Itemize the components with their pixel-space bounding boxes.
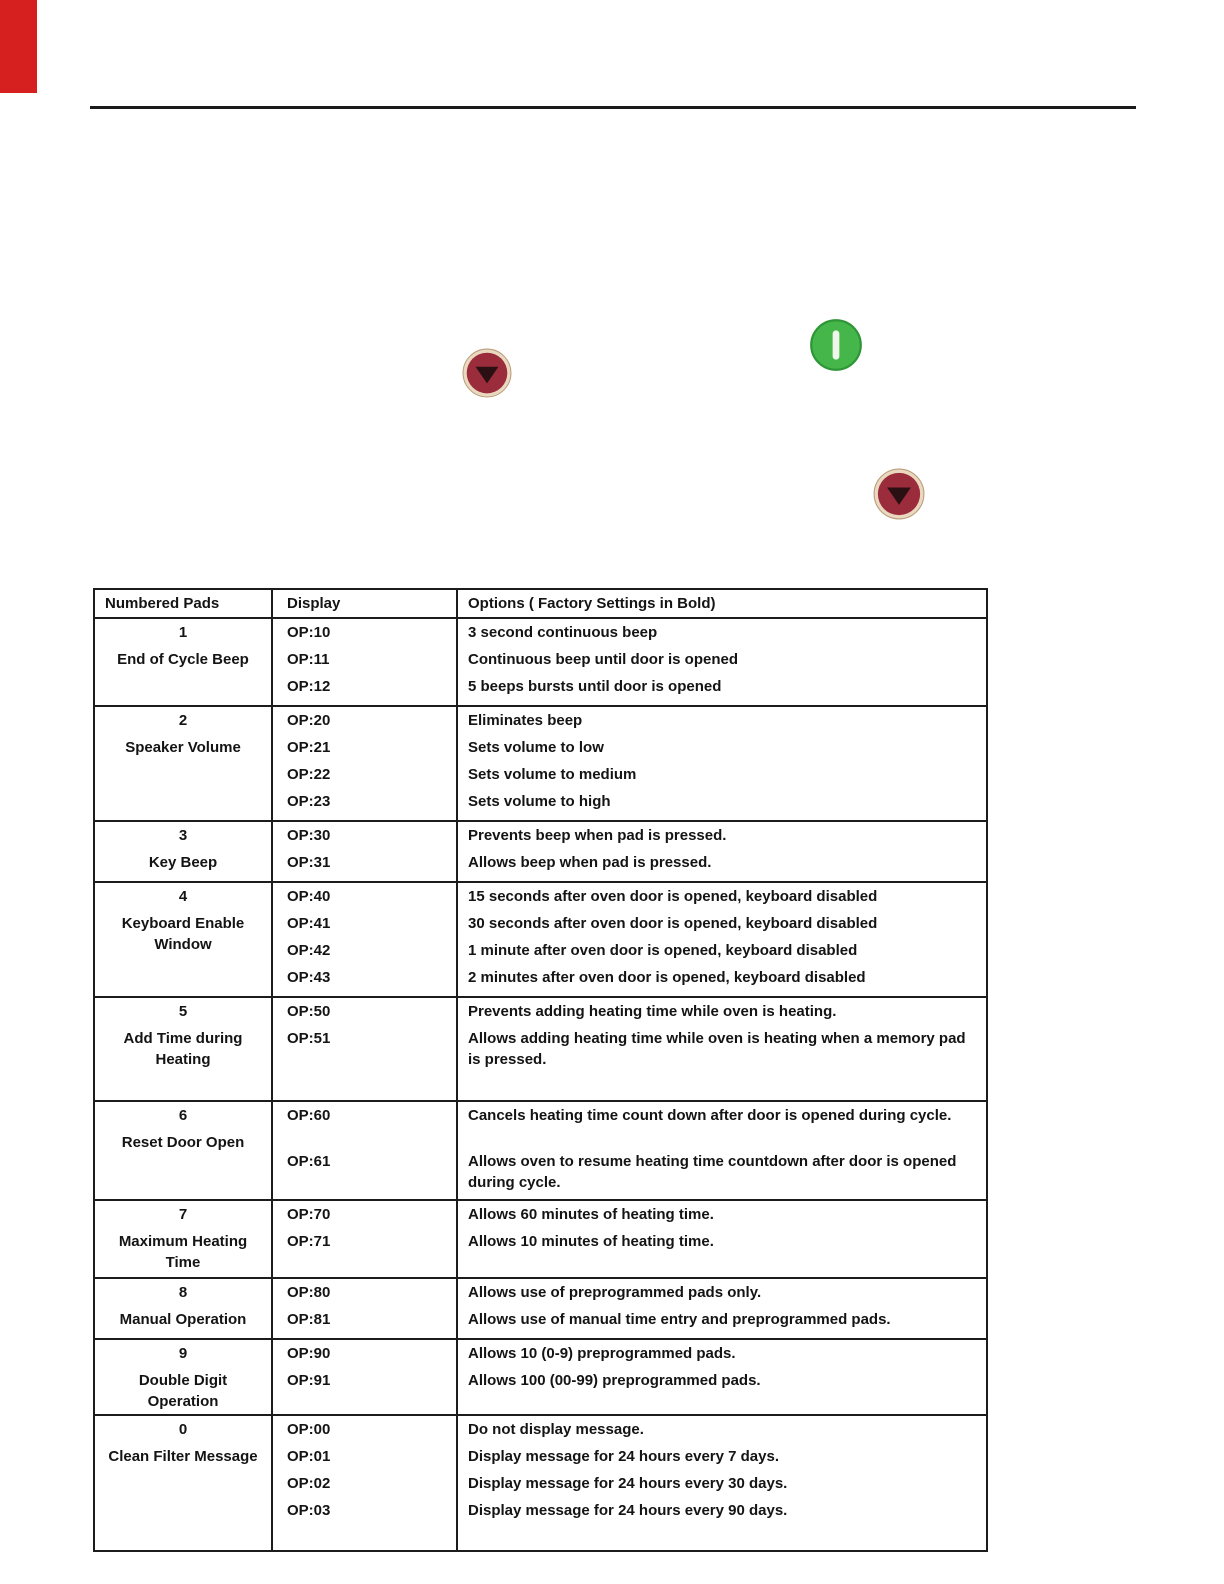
red-corner-mark bbox=[0, 0, 37, 93]
op-code: OP:31 bbox=[287, 854, 331, 871]
op-code: OP:11 bbox=[287, 651, 330, 668]
pad-cell bbox=[95, 883, 273, 996]
op-description: Allows use of manual time entry and preprogrammed pads. bbox=[468, 1311, 891, 1328]
op-code: OP:00 bbox=[287, 1421, 331, 1438]
op-code: OP:42 bbox=[287, 942, 331, 959]
pad-cell bbox=[95, 1416, 273, 1550]
op-code: OP:40 bbox=[287, 888, 331, 905]
down-arrow-icon bbox=[462, 348, 512, 398]
pad-name: Maximum Heating Time bbox=[118, 1233, 248, 1271]
op-description: Display message for 24 hours every 7 days. bbox=[468, 1448, 779, 1465]
display-codes bbox=[273, 619, 458, 705]
pad-name: Add Time during Heating bbox=[123, 1030, 243, 1068]
pad-number: 5 bbox=[178, 1003, 188, 1020]
option-descriptions bbox=[458, 619, 986, 705]
op-description: 1 minute after oven door is opened, keyboard disabled bbox=[468, 942, 858, 959]
pad-cell bbox=[95, 619, 273, 705]
pad-cell bbox=[95, 1279, 273, 1338]
op-description: 5 beeps bursts until door is opened bbox=[468, 678, 722, 695]
op-description: Allows 60 minutes of heating time. bbox=[468, 1206, 714, 1223]
pad-name: Speaker Volume bbox=[125, 739, 241, 756]
op-description: 2 minutes after oven door is opened, keyboard disabled bbox=[468, 969, 866, 986]
op-description: Sets volume to medium bbox=[468, 766, 637, 783]
op-code: OP:12 bbox=[287, 678, 331, 695]
op-code: OP:23 bbox=[287, 793, 331, 810]
pad-number: 7 bbox=[178, 1206, 188, 1223]
op-code: OP:90 bbox=[287, 1345, 331, 1362]
display-codes bbox=[273, 883, 458, 996]
display-codes bbox=[273, 1279, 458, 1338]
pad-number: 9 bbox=[178, 1345, 188, 1362]
pad-name: Reset Door Open bbox=[121, 1134, 245, 1151]
pad-number: 3 bbox=[178, 827, 188, 844]
op-description: 15 seconds after oven door is opened, keyboard disabled bbox=[468, 888, 878, 905]
table-row bbox=[95, 1199, 986, 1277]
option-descriptions bbox=[458, 883, 986, 996]
op-code: OP:61 bbox=[287, 1153, 331, 1170]
pad-name: End of Cycle Beep bbox=[117, 651, 249, 668]
options-table bbox=[93, 588, 988, 1552]
pad-cell bbox=[95, 1201, 273, 1277]
display-codes bbox=[273, 998, 458, 1100]
pad-cell bbox=[95, 998, 273, 1100]
op-code: OP:43 bbox=[287, 969, 331, 986]
pad-number: 1 bbox=[178, 624, 188, 641]
op-code: OP:60 bbox=[287, 1107, 331, 1124]
table-row bbox=[95, 1414, 986, 1550]
op-description: Allows use of preprogrammed pads only. bbox=[468, 1284, 762, 1301]
op-description: Allows adding heating time while oven is heating when a memory pad is pressed. bbox=[468, 1030, 966, 1068]
op-description: Allows 100 (00-99) preprogrammed pads. bbox=[468, 1372, 761, 1389]
op-description: Display message for 24 hours every 30 days. bbox=[468, 1475, 788, 1492]
pad-name: Double Digit Operation bbox=[138, 1372, 228, 1410]
op-description: Sets volume to low bbox=[468, 739, 604, 756]
header-display: Display bbox=[273, 590, 458, 617]
op-description: Sets volume to high bbox=[468, 793, 611, 810]
option-descriptions bbox=[458, 1102, 986, 1199]
op-code: OP:22 bbox=[287, 766, 331, 783]
option-descriptions bbox=[458, 707, 986, 820]
pad-name: Clean Filter Message bbox=[108, 1448, 258, 1465]
table-row bbox=[95, 996, 986, 1100]
option-descriptions bbox=[458, 1279, 986, 1338]
op-code: OP:71 bbox=[287, 1233, 331, 1250]
display-codes bbox=[273, 1340, 458, 1414]
op-code: OP:21 bbox=[287, 739, 331, 756]
op-code: OP:02 bbox=[287, 1475, 331, 1492]
header-options: Options ( Factory Settings in Bold) bbox=[468, 595, 716, 612]
op-code: OP:50 bbox=[287, 1003, 331, 1020]
op-description: Allows 10 minutes of heating time. bbox=[468, 1233, 714, 1250]
op-description: Allows 10 (0-9) preprogrammed pads. bbox=[468, 1345, 736, 1362]
pad-name: Key Beep bbox=[148, 854, 218, 871]
op-code: OP:70 bbox=[287, 1206, 331, 1223]
op-description: Do not display message. bbox=[468, 1421, 644, 1438]
op-code: OP:03 bbox=[287, 1502, 331, 1519]
table-row bbox=[95, 617, 986, 705]
op-description: Display message for 24 hours every 90 days. bbox=[468, 1502, 788, 1519]
op-description: Prevents beep when pad is pressed. bbox=[468, 827, 727, 844]
op-code: OP:10 bbox=[287, 624, 331, 641]
op-description: 3 second continuous beep bbox=[468, 624, 658, 641]
horizontal-rule bbox=[90, 106, 1136, 109]
op-code: OP:91 bbox=[287, 1372, 331, 1389]
option-descriptions bbox=[458, 1340, 986, 1414]
header-numbered-pads: Numbered Pads bbox=[95, 590, 273, 617]
down-arrow-icon bbox=[873, 468, 925, 520]
option-descriptions bbox=[458, 1416, 986, 1550]
op-description: Allows oven to resume heating time countdown after door is opened during cycle. bbox=[468, 1153, 957, 1191]
table-header-row bbox=[95, 590, 986, 617]
pad-number: 2 bbox=[178, 712, 188, 729]
display-codes bbox=[273, 1201, 458, 1277]
option-descriptions bbox=[458, 822, 986, 881]
table-row bbox=[95, 1277, 986, 1338]
pad-cell bbox=[95, 822, 273, 881]
table-row bbox=[95, 881, 986, 996]
pad-number: 8 bbox=[178, 1284, 188, 1301]
op-code: OP:01 bbox=[287, 1448, 331, 1465]
power-start-icon bbox=[809, 318, 863, 372]
display-codes bbox=[273, 822, 458, 881]
op-code: OP:51 bbox=[287, 1030, 331, 1047]
table-row bbox=[95, 1100, 986, 1199]
option-descriptions bbox=[458, 1201, 986, 1277]
option-descriptions bbox=[458, 998, 986, 1100]
pad-cell bbox=[95, 707, 273, 820]
op-description: Allows beep when pad is pressed. bbox=[468, 854, 712, 871]
table-row bbox=[95, 705, 986, 820]
op-code: OP:80 bbox=[287, 1284, 331, 1301]
op-description: Continuous beep until door is opened bbox=[468, 651, 738, 668]
pad-cell bbox=[95, 1102, 273, 1199]
op-code: OP:81 bbox=[287, 1311, 331, 1328]
pad-name: Manual Operation bbox=[119, 1311, 247, 1328]
display-codes bbox=[273, 1102, 458, 1199]
op-code: OP:41 bbox=[287, 915, 331, 932]
pad-number: 4 bbox=[178, 888, 188, 905]
op-code: OP:20 bbox=[287, 712, 331, 729]
pad-number: 0 bbox=[178, 1421, 188, 1438]
pad-number: 6 bbox=[178, 1107, 188, 1124]
table-row bbox=[95, 820, 986, 881]
pad-cell bbox=[95, 1340, 273, 1414]
op-description: 30 seconds after oven door is opened, keyboard disabled bbox=[468, 915, 878, 932]
op-description: Prevents adding heating time while oven is heating. bbox=[468, 1003, 837, 1020]
op-code: OP:30 bbox=[287, 827, 331, 844]
display-codes bbox=[273, 707, 458, 820]
pad-name: Keyboard Enable Window bbox=[121, 915, 245, 953]
table-row bbox=[95, 1338, 986, 1414]
op-description: Eliminates beep bbox=[468, 712, 583, 729]
display-codes bbox=[273, 1416, 458, 1550]
op-description: Cancels heating time count down after door is opened during cycle. bbox=[468, 1107, 952, 1124]
